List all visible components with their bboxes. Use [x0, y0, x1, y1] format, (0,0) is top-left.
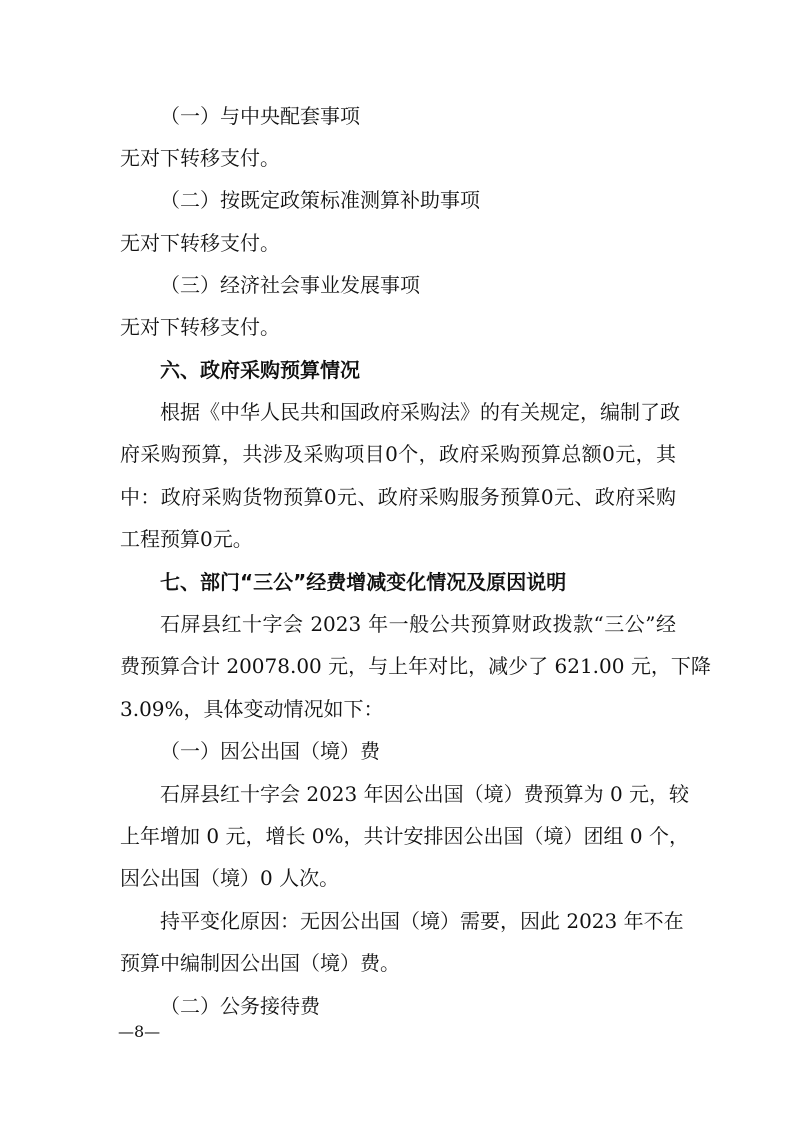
paragraph-line: 石屏县红十字会 2023 年一般公共预算财政拨款“三公”经	[160, 612, 676, 636]
paragraph: 无对下转移支付。	[120, 231, 280, 255]
paragraph: 无对下转移支付。	[120, 146, 280, 170]
subsection-title: （三）经济社会事业发展事项	[160, 273, 420, 297]
subsection-title: （一）因公出国（境）费	[160, 739, 380, 763]
paragraph-line: 工程预算0元。	[120, 527, 253, 551]
paragraph: 无对下转移支付。	[120, 315, 280, 339]
paragraph-line: 预算中编制因公出国（境）费。	[120, 951, 400, 975]
paragraph-line: 府采购预算，共涉及采购项目0个，政府采购预算总额0元，其	[120, 442, 676, 466]
subsection-title: （二）公务接待费	[160, 994, 320, 1018]
paragraph-line: 3.09%，具体变动情况如下：	[120, 697, 384, 721]
paragraph-line: 持平变化原因：无因公出国（境）需要，因此 2023 年不在	[160, 909, 684, 933]
subsection-title: （二）按既定政策标准测算补助事项	[160, 188, 480, 212]
section-heading: 六、政府采购预算情况	[160, 358, 360, 382]
paragraph-line: 上年增加 0 元，增长 0%，共计安排因公出国（境）团组 0 个，	[120, 824, 689, 848]
paragraph-line: 费预算合计 20078.00 元，与上年对比，减少了 621.00 元，下降	[120, 654, 711, 678]
page-number: —8—	[118, 1022, 161, 1041]
paragraph-line: 因公出国（境）0 人次。	[120, 866, 340, 890]
paragraph-line: 石屏县红十字会 2023 年因公出国（境）费预算为 0 元，较	[160, 782, 690, 806]
subsection-title: （一）与中央配套事项	[160, 104, 360, 128]
paragraph-line: 中：政府采购货物预算0元、政府采购服务预算0元、政府采购	[120, 485, 676, 509]
paragraph-line: 根据《中华人民共和国政府采购法》的有关规定，编制了政	[160, 400, 680, 424]
section-heading: 七、部门“三公”经费增减变化情况及原因说明	[160, 570, 567, 594]
